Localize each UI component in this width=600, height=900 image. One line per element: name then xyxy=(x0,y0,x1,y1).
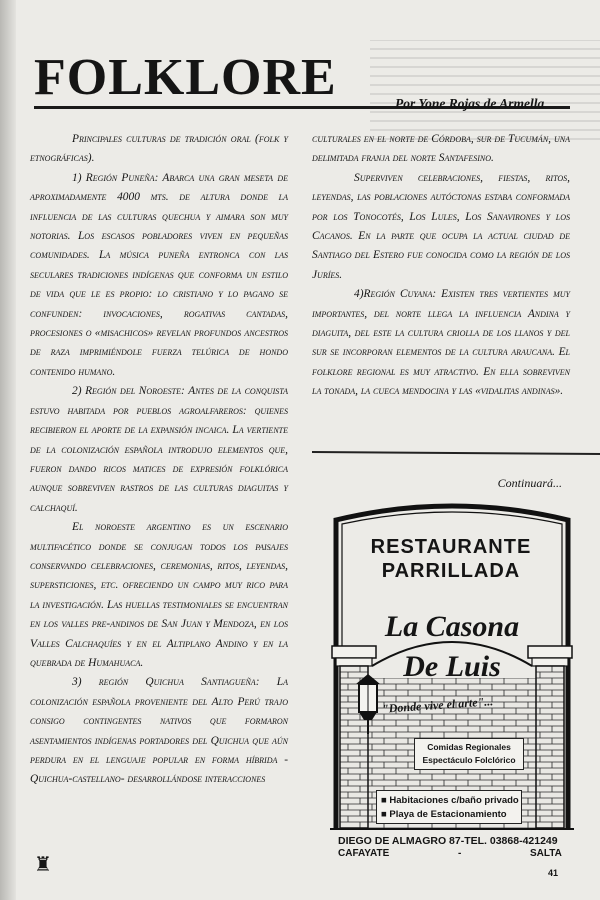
page-number: 41 xyxy=(548,868,559,878)
page-title: FOLKLORE xyxy=(34,49,337,106)
ad-slogan: "Donde vive el arte"... xyxy=(381,694,494,716)
continued-note: Continuará... xyxy=(497,476,562,490)
restaurant-advertisement xyxy=(330,498,574,858)
ad-offerings-box xyxy=(414,738,524,770)
ad-address: DIEGO DE ALMAGRO 87-TEL. 03868-421249 xyxy=(338,835,558,847)
ad-province: SALTA xyxy=(530,848,562,859)
bleed-through-texture xyxy=(370,40,600,140)
paragraph-region-punena: 1) Región Puneña: Abarca una gran meseta de aproximadamente 4000 mts. de altura donde la influencia de las culturas quechua y aimara son muy notorias. Los escasos pobladores viven en pequeñas comunidades. La música puneña entronca con las seculares tradiciones indígenas que conforma un estilo de vida que le es propio: lo cristiano y lo pagano se confunden: invocaciones, rogativas cantadas, procesiones o «misachicos» revelan profundos ancestros de raza imprimiéndole fuerza telúrica de hondo contenido humano. xyxy=(30,171,288,378)
article-column-right xyxy=(312,130,570,402)
ad-title-restaurante: RESTAURANTE xyxy=(370,536,532,558)
ad-city: CAFAYATE xyxy=(338,848,390,859)
paragraph-region-quichua: 3) región Quichua Santiagueña: La colonización española proveniente del Alto Perú trajo consigo contingentes nativos que formaron asentamientos indígenas portadores del Quichua que aún perdura en el lenguaje popular en forma híbrida -Quichua-castellano- desarrollándose interacciones xyxy=(30,676,288,786)
printer-mark-icon: ♜ xyxy=(34,854,52,876)
ad-service-playa: ■ Playa de Estacionamiento xyxy=(381,809,507,820)
ad-offering-espectaculo: Espectáculo Folclórico xyxy=(422,755,516,765)
byline: Por Yone Rojas de Armella xyxy=(395,96,545,111)
ad-name-line1: La Casona xyxy=(384,610,520,643)
paragraph-intro: Principales culturas de tradición oral (folk y etnográficas). xyxy=(30,133,288,165)
ad-offering-comidas: Comidas Regionales xyxy=(427,742,511,752)
section-divider xyxy=(312,451,600,455)
ad-title-parrillada: PARRILLADA xyxy=(381,560,521,582)
ad-service-playa-label: Playa de Estacionamiento xyxy=(389,809,507,820)
paragraph-region-noroeste: 2) Región del Noroeste: Antes de la conquista estuvo habitada por pueblos agroalfareros: quienes recibieron el aporte de la expansión incaica. La vertiente de la colonización española introdujo elementos que, fueron dando ricos matices de expresión folklórica aunque sobreviven rastros de las culturas diaguitas y calchaquí. xyxy=(30,385,288,514)
ad-services-box xyxy=(376,790,522,824)
paragraph-superviven: Superviven celebraciones, fiestas, ritos, leyendas, las poblaciones autóctonas estaba conformada por los Tonocotés, Los Lules, Los Sanavirones y los Cacanos. En la parte que ocupa la actual ciudad de Santiago del Estero fue conocida como la región de los Juríes. xyxy=(312,171,570,281)
ad-name-line2: De Luis xyxy=(403,650,501,683)
paragraph-quichua-continued: culturales en el norte de Córdoba, sur de Tucumán, una delimitada franja del norte Santafesino. xyxy=(312,133,570,165)
ad-service-habitaciones: ■ Habitaciones c/baño privado xyxy=(381,795,519,806)
page-edge-shadow xyxy=(0,0,16,900)
paragraph-noroeste-escenario: El noroeste argentino es un escenario multifacético donde se conjugan todos los paisajes conservando celebraciones, ceremonias, ritos, leyendas, supersticiones, etc. ofreciendo un campo muy rico para la investigación. Las huellas testimoniales se encuentran en los valles pre-andinos de San Juan y Mendoza, en los Valles Calchaquíes y en el Altiplano Andino y en la quebrada de Humahuaca. xyxy=(30,521,288,669)
article-column-left xyxy=(30,130,288,790)
ad-separator: - xyxy=(458,848,462,859)
paragraph-region-cuyana: 4)Región Cuyana: Existen tres vertientes muy importantes, del norte llega la influencia Andina y diaguita, del este la cultura criolla de los llanos y del sur se incorporan elementos de la cultura araucana. El folklore regional es muy atractivo. En ella sobreviven la tonada, la cueca mendocina y las «vidalitas andinas». xyxy=(312,288,570,398)
ad-service-habitaciones-label: Habitaciones c/baño privado xyxy=(389,795,519,806)
